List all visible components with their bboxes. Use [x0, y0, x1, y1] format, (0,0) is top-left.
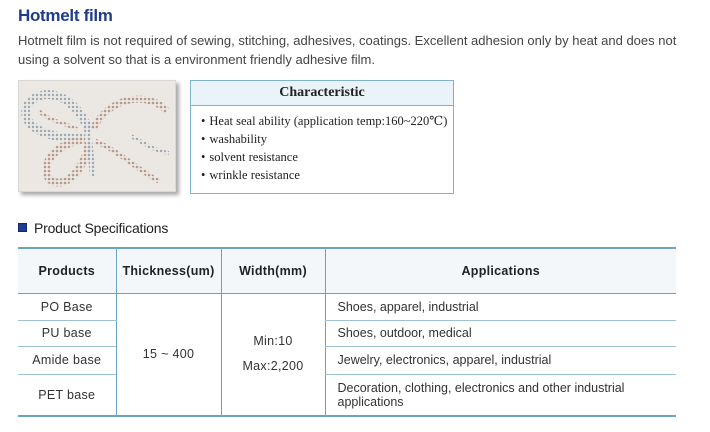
spec-table	[18, 247, 676, 417]
product-photo	[18, 80, 176, 192]
characteristic-item: • wrinkle resistance	[201, 166, 453, 184]
application-cell: Shoes, apparel, industrial	[325, 293, 676, 320]
application-cell: Jewelry, electronics, apparel, industrial	[325, 346, 676, 374]
product-cell: PU base	[18, 320, 116, 346]
characteristic-item: • Heat seal ability (application temp:160~220℃)	[201, 112, 453, 130]
butterfly-rhinestone-image	[19, 81, 176, 192]
product-cell: Amide base	[18, 346, 116, 374]
page-title: Hotmelt film	[18, 6, 113, 25]
width-max: Max:2,200	[242, 359, 304, 374]
table-row	[18, 293, 676, 320]
characteristic-list	[191, 106, 453, 184]
application-cell: Shoes, outdoor, medical	[325, 320, 676, 346]
width-cell	[221, 293, 325, 416]
product-cell: PET base	[18, 374, 116, 416]
application-cell: Decoration, clothing, electronics and other industrial applications	[325, 374, 676, 416]
table-header-row	[18, 248, 676, 293]
header-thickness: Thickness(um)	[116, 248, 221, 293]
section-title: Product Specifications	[34, 220, 169, 236]
intro-text: Hotmelt film is not required of sewing, stitching, adhesives, coatings. Excellent adhesion only by heat and does not using a solvent so that is a environment friendly adhesive film.	[18, 33, 677, 67]
square-bullet-icon	[18, 223, 27, 232]
header-products: Products	[18, 248, 116, 293]
section-heading	[18, 220, 168, 236]
characteristic-item: • washability	[201, 130, 453, 148]
product-cell: PO Base	[18, 293, 116, 320]
characteristic-box	[190, 80, 454, 194]
thickness-cell: 15 ~ 400	[116, 293, 221, 416]
width-min: Min:10	[253, 334, 293, 349]
header-applications: Applications	[325, 248, 676, 293]
characteristic-item: • solvent resistance	[201, 148, 453, 166]
header-width: Width(mm)	[221, 248, 325, 293]
characteristic-title: Characteristic	[191, 81, 453, 106]
